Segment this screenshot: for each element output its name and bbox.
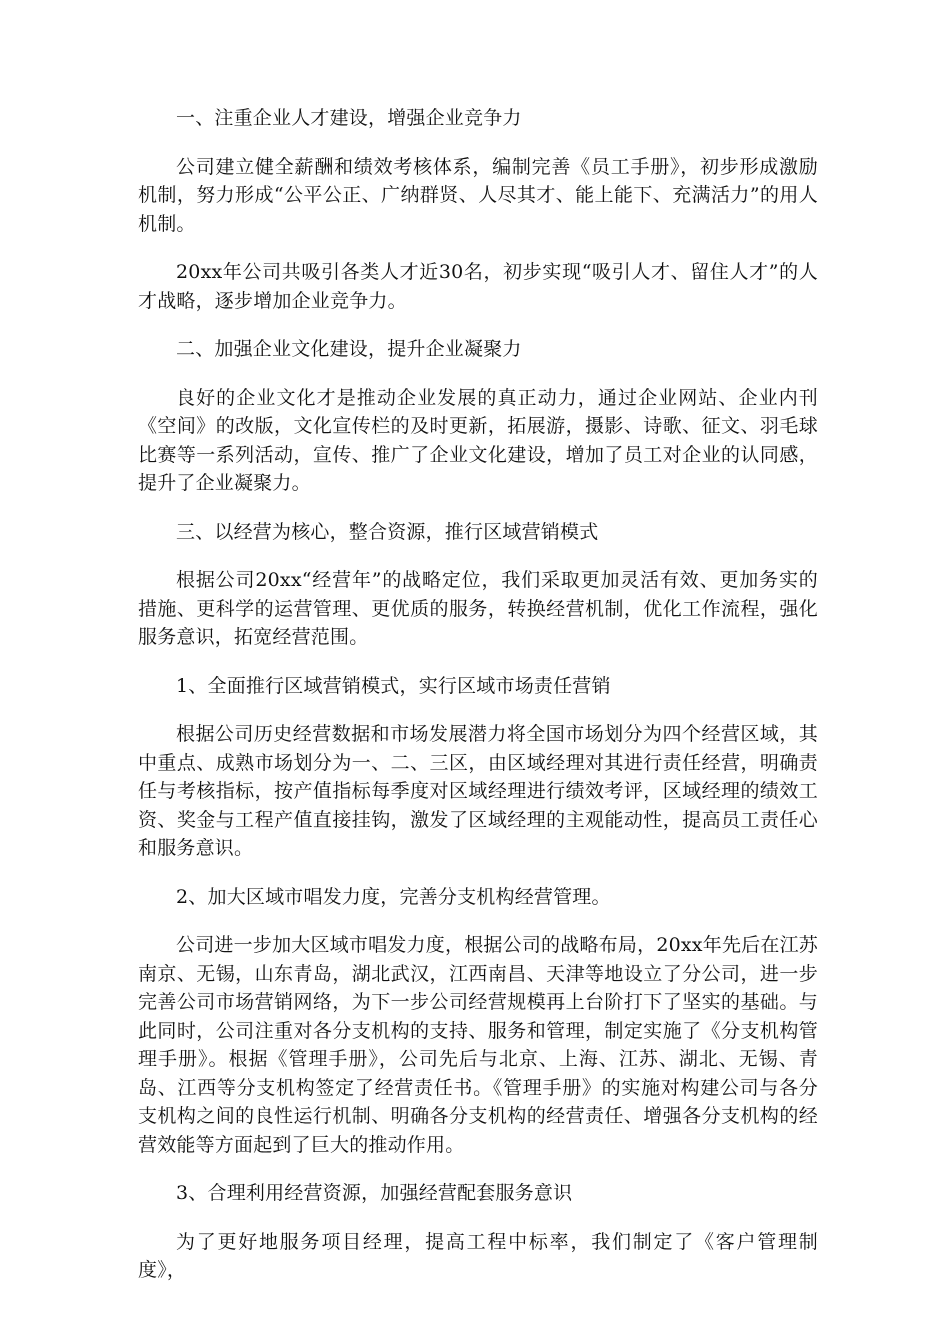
section-heading-culture: 二、加强企业文化建设，提升企业凝聚力 [176, 338, 522, 360]
paragraph-strategy: 根据公司20xx“经营年”的战略定位，我们采取更加灵活有效、更加务实的措施、更科学的运营管理、更优质的服务，转换经营机制，优化工作流程，强化服务意识，拓宽经营范围。 [138, 569, 818, 648]
section-heading-operations: 三、以经营为核心，整合资源，推行区域营销模式 [176, 520, 599, 543]
paragraph-regional-division: 根据公司历史经营数据和市场发展潜力将全国市场划分为四个经营区域，其中重点、成熟市场划分为一、二、三区，由区域经理对其进行责任经营，明确责任与考核指标，按产值指标每季度对区域经理进行绩效考评，区域经理的绩效工资、奖金与工程产值直接挂钩，激发了区域经理的主观能动性，提高员工责任心和服务意识。 [138, 723, 818, 859]
subheading-resource-utilization: 3、合理利用经营资源，加强经营配套服务意识 [176, 1182, 573, 1204]
document-page [138, 104, 818, 1285]
subheading-branch-management: 2、加大区域市唱发力度，完善分支机构经营管理。 [176, 885, 611, 908]
section-heading-talent: 一、注重企业人才建设，增强企业竞争力 [176, 107, 522, 129]
subheading-regional-marketing: 1、全面推行区域营销模式，实行区域市场责任营销 [176, 674, 611, 697]
paragraph-compensation-system: 公司建立健全薪酬和绩效考核体系，编制完善《员工手册》，初步形成激励机制，努力形成“公平公正、广纳群贤、人尽其才、能上能下、充满活力”的用人机制。 [138, 155, 818, 235]
paragraph-talent-recruitment: 20xx年公司共吸引各类人才近30名，初步实现“吸引人才、留住人才”的人才战略，逐步增加企业竞争力。 [138, 261, 818, 312]
paragraph-branch-offices: 公司进一步加大区域市唱发力度，根据公司的战略布局，20xx年先后在江苏南京、无锡，山东青岛，湖北武汉，江西南昌、天津等地设立了分公司，进一步完善公司市场营销网络，为下一步公司经营规模再上台阶打下了坚实的基础。与此同时，公司注重对各分支机构的支持、服务和管理，制定实施了《分支机构管理手册》。根据《管理手册》，公司先后与北京、上海、江苏、湖北、无锡、青岛、江西等分支机构签定了经营责任书。《管理手册》的实施对构建公司与各分支机构之间的良性运行机制、明确各分支机构的经营责任、增强各分支机构的经营效能等方面起到了巨大的推动作用。 [138, 934, 818, 1156]
paragraph-corporate-culture: 良好的企业文化才是推动企业发展的真正动力，通过企业网站、企业内刊《空间》的改版，文化宣传栏的及时更新，拓展游，摄影、诗歌、征文、羽毛球比赛等一系列活动，宣传、推广了企业文化建设，增加了员工对企业的认同感，提升了企业凝聚力。 [138, 386, 818, 494]
paragraph-client-management: 为了更好地服务项目经理，提高工程中标率，我们制定了《客户管理制度》， [138, 1230, 818, 1281]
